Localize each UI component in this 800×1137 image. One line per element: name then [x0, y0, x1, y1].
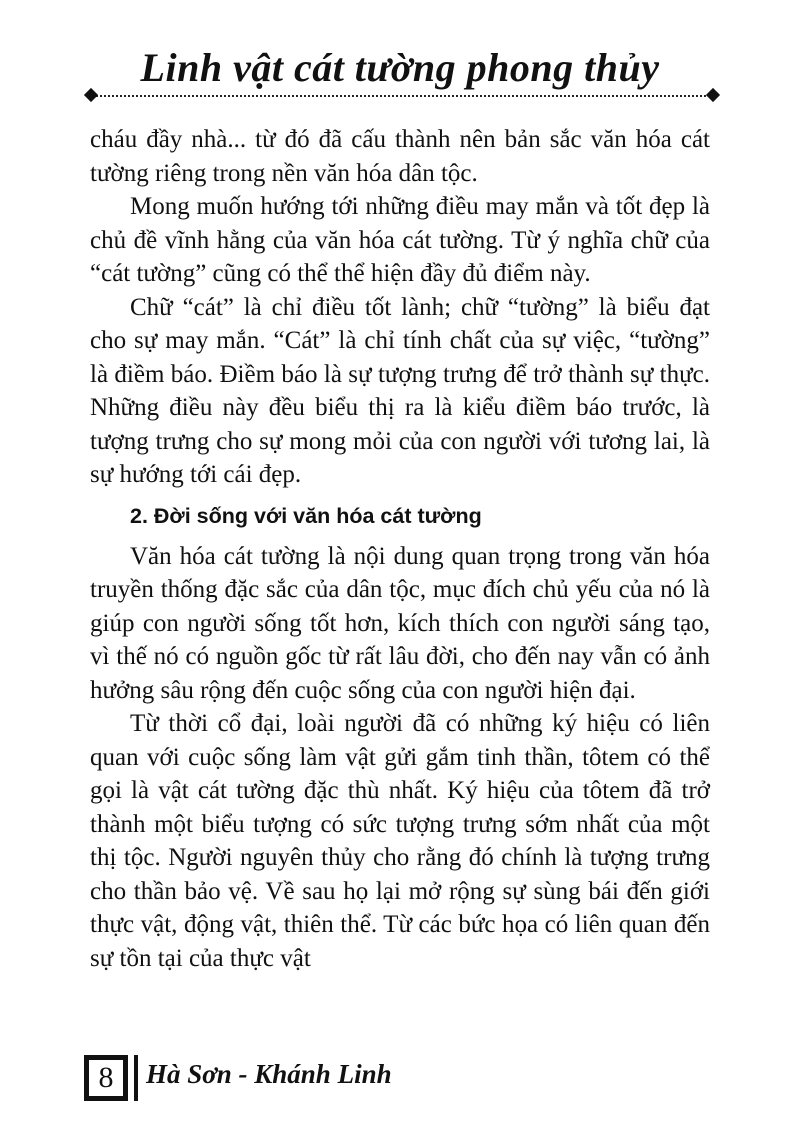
- page-number-box: [84, 1055, 128, 1101]
- page-number: 8: [89, 1060, 123, 1096]
- section-heading: 2. Đời sống với văn hóa cát tường: [130, 503, 482, 528]
- paragraph: Mong muốn hướng tới những điều may mắn và tốt đẹp là chủ đề vĩnh hằng của văn hóa cát tường. Từ ý nghĩa chữ của “cát tường” cũng có thể thể hiện đầy đủ điểm này.: [90, 193, 710, 287]
- paragraph: Từ thời cổ đại, loài người đã có những ký hiệu có liên quan với cuộc sống làm vật gửi gắm tinh thần, tôtem có thể gọi là vật cát tường đặc thù nhất. Ký hiệu của tôtem đã trở thành một biểu tượng có sức tượng trưng sớm nhất của một thị tộc. Người nguyên thủy cho rằng đó chính là tượng trưng cho thần bảo vệ. Về sau họ lại mở rộng sự sùng bái đến giới thực vật, động vật, thiên thể. Từ các bức họa có liên quan đến sự tồn tại của thực vật: [90, 710, 710, 972]
- footer-divider: [134, 1055, 138, 1101]
- header-dotted-rule: [92, 95, 714, 97]
- running-header-title: Linh vật cát tường phong thủy: [140, 45, 660, 90]
- page-footer: [84, 1055, 404, 1101]
- footer-authors: Hà Sơn - Khánh Linh: [146, 1059, 392, 1089]
- body-text: [90, 123, 710, 975]
- paragraph: Chữ “cát” là chỉ điều tốt lành; chữ “tường” là biểu đạt cho sự may mắn. “Cát” là chỉ tính chất của sự việc, “tường” là điềm báo. Điềm báo là sự tượng trưng để trở thành sự thực. Những điều này đều biểu thị ra là kiểu điềm báo trước, là tượng trưng cho sự mong mỏi của con người với tương lai, là sự hướng tới cái đẹp.: [90, 293, 710, 488]
- paragraph: Văn hóa cát tường là nội dung quan trọng trong văn hóa truyền thống đặc sắc của dân tộc, mục đích chủ yếu của nó là giúp con người sống tốt hơn, kích thích con người sáng tạo, vì thế nó có nguồn gốc từ rất lâu đời, cho đến nay vẫn có ảnh hưởng sâu rộng đến cuộc sống của con người hiện đại.: [90, 542, 710, 704]
- paragraph: cháu đầy nhà... từ đó đã cấu thành nên bản sắc văn hóa cát tường riêng trong nền văn hóa dân tộc.: [90, 126, 710, 187]
